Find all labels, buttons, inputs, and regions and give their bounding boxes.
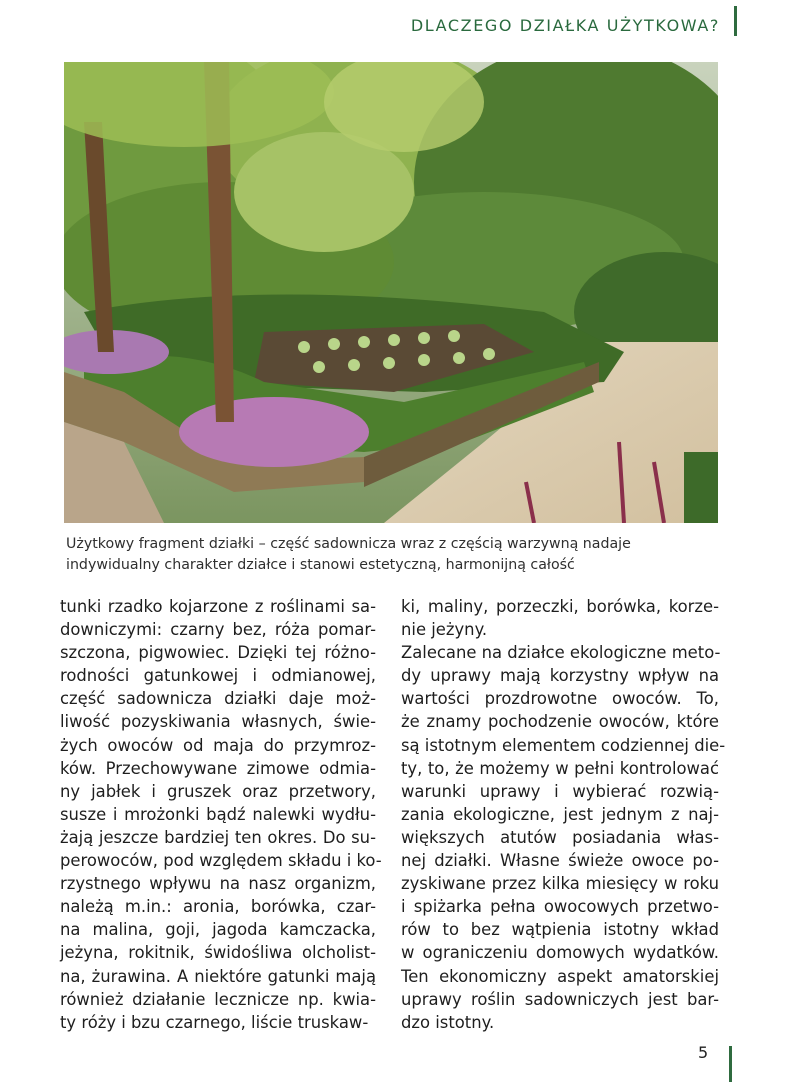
- text-line: i spiżarka pełna owocowych przetwo-: [401, 897, 719, 917]
- text-line: warunki uprawy i wybierać rozwią-: [401, 781, 719, 801]
- text-line: rodności gatunkowej i odmianowej,: [60, 666, 376, 686]
- page-number: 5: [698, 1043, 709, 1062]
- text-line: wartości prozdrowotne owoców. To,: [401, 689, 719, 709]
- text-line: Ten ekonomiczny aspekt amatorskiej: [401, 966, 719, 986]
- text-line: zania ekologiczne, jest jednym z naj-: [401, 804, 719, 824]
- text-line: nej działki. Własne świeże owoce po-: [401, 851, 719, 871]
- text-line: w ograniczeniu domowych wydatków.: [401, 943, 719, 963]
- garden-photo: [64, 62, 718, 523]
- text-line: rów to bez wątpienia istotny wkład: [401, 920, 719, 940]
- text-line: ki, maliny, porzeczki, borówka, korze-: [401, 597, 719, 616]
- text-line: że znamy pochodzenie owoców, które: [401, 712, 719, 732]
- text-line: perowoców, pod względem składu i ko-: [60, 851, 382, 871]
- text-line: ny jabłek i gruszek oraz przetwory,: [60, 781, 376, 801]
- text-line: żają jeszcze bardziej ten okres. Do su-: [60, 827, 376, 847]
- text-line: Zalecane na działce ekologiczne meto-: [401, 643, 721, 663]
- right-text-column: [401, 595, 726, 1034]
- text-line: część sadownicza działki daje moż-: [60, 689, 376, 709]
- text-line: liwość pozyskiwania własnych, świe-: [60, 712, 376, 732]
- running-header: DLACZEGO DZIAŁKA UŻYTKOWA?: [410, 16, 720, 35]
- text-line: są istotnym elementem codziennej die-: [401, 735, 726, 755]
- text-line: zyskiwane przez kilka miesięcy w roku: [401, 874, 719, 894]
- text-line: nie jeżyny.: [401, 620, 488, 640]
- text-line: należą m.in.: aronia, borówka, czar-: [60, 897, 376, 917]
- text-line: ty róży i bzu czarnego, liście truskaw-: [60, 1012, 369, 1032]
- left-text-column: [60, 595, 382, 1034]
- text-line: jeżyna, rokitnik, świdośliwa olcholist-: [60, 943, 376, 963]
- text-line: ków. Przechowywane zimowe odmia-: [60, 758, 376, 778]
- text-line: uprawy roślin sadowniczych jest bar-: [401, 989, 719, 1009]
- text-line: większych atutów posiadania włas-: [401, 827, 719, 847]
- text-line: dy uprawy mają korzystny wpływ na: [401, 666, 719, 686]
- text-line: szczona, pigwowiec. Dzięki tej różno-: [60, 643, 376, 663]
- text-line: również działanie lecznicze np. kwia-: [60, 989, 376, 1009]
- header-accent-bar: [734, 6, 737, 36]
- text-line: tunki rzadko kojarzone z roślinami sa-: [60, 597, 376, 616]
- text-line: susze i mrożonki bądź nalewki wydłu-: [60, 804, 376, 824]
- text-line: ty, to, że możemy w pełni kontrolować: [401, 758, 719, 778]
- text-line: rzystnego wpływu na nasz organizm,: [60, 874, 376, 894]
- text-line: na, żurawina. A niektóre gatunki mają: [60, 966, 376, 986]
- text-line: na malina, goji, jagoda kamczacka,: [60, 920, 376, 940]
- photo-caption: Użytkowy fragment działki – część sadownicza wraz z częścią warzywną nadaje indywidualny charakter działce i stanowi estetyczną, harmonijną całość: [66, 536, 631, 573]
- text-line: downiczymi: czarny bez, róża pomar-: [60, 620, 376, 640]
- text-line: dzo istotny.: [401, 1012, 495, 1032]
- text-line: żych owoców od maja do przymroz-: [60, 735, 376, 755]
- footer-accent-bar: [729, 1046, 732, 1082]
